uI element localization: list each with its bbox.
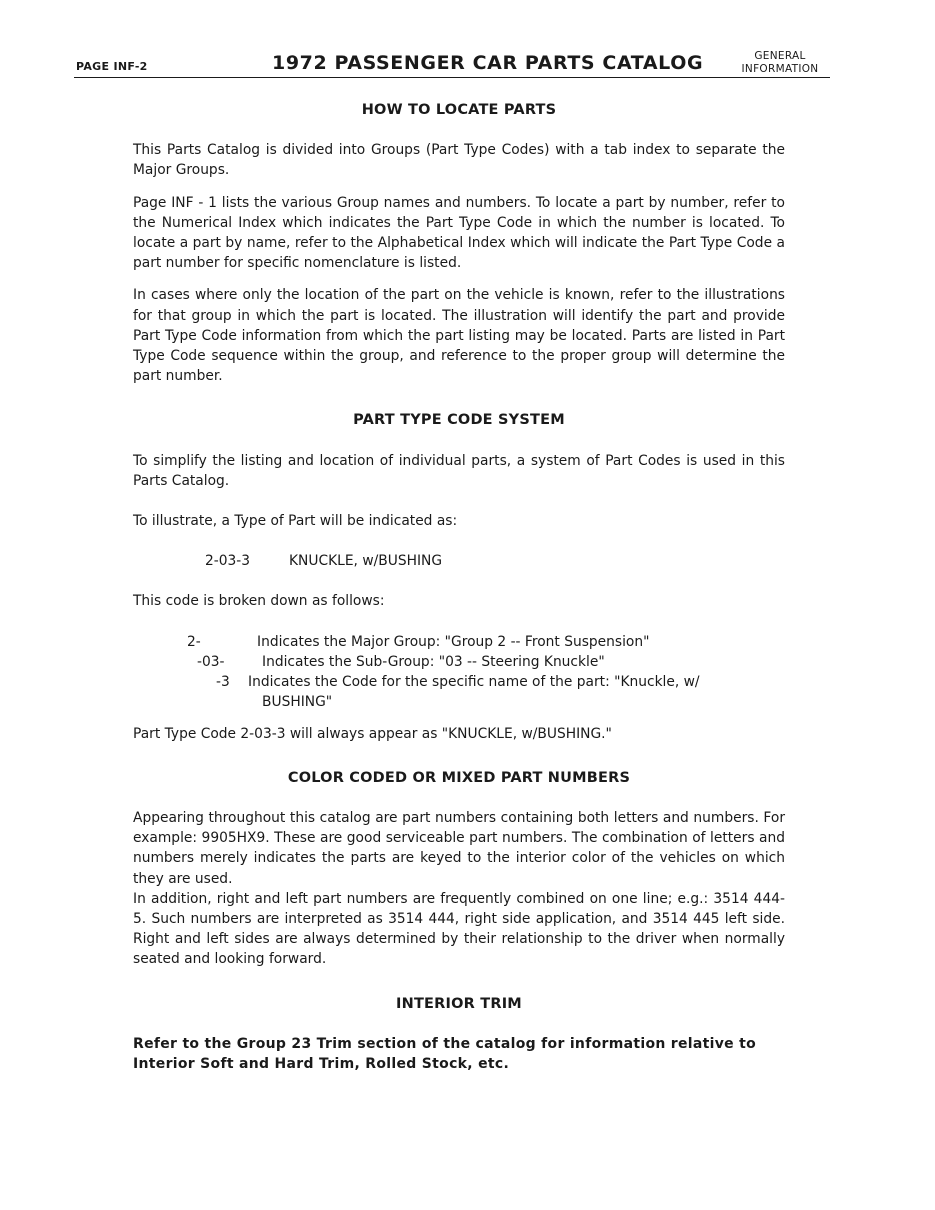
breakdown-text: Indicates the Major Group: "Group 2 -- Front Suspension" (257, 633, 650, 650)
paragraph: Appearing throughout this catalog are part numbers containing both letters and numbers. For example: 9905HX9. These are good serviceable part numbers. The combination of letters and numbers merely indicates the parts are keyed to the interior color of the vehicles on which they are used. (133, 810, 785, 887)
paragraph: To illustrate, a Type of Part will be indicated as: (133, 513, 458, 530)
page-number: PAGE INF-2 (76, 60, 148, 73)
breakdown-code: 2- (187, 633, 201, 650)
code-breakdown (133, 632, 785, 714)
section-label (730, 50, 830, 76)
breakdown-text: Indicates the Sub-Group: "03 -- Steering Knuckle" (262, 653, 605, 670)
paragraph-trim-note: Refer to the Group 23 Trim section of the catalog for information relative to Interior Soft and Hard Trim, Rolled Stock, etc. (133, 1035, 757, 1073)
breakdown-text-continued: BUSHING" (262, 693, 333, 710)
paragraph: In cases where only the location of the part on the vehicle is known, refer to the illustrations for that group in which the part is located. The illustration will identify the part and provide Part Type Code information from which the part listing may be located. Parts are listed in Part Type Code sequence within the group, and reference to the proper group will determine the part number. (133, 287, 785, 385)
paragraph: This Parts Catalog is divided into Groups (Part Type Codes) with a tab index to separate the Major Groups. (133, 142, 785, 179)
section-label-line1: GENERAL (754, 50, 806, 62)
paragraph: In addition, right and left part numbers are frequently combined on one line; e.g.: 3514 444-5. Such numbers are interpreted as 3514 444, right side application, and 3514 445 left side. Right and left sides are always determined by their relationship to the driver when normally seated and looking forward. (133, 890, 785, 968)
catalog-title: 1972 PASSENGER CAR PARTS CATALOG (272, 52, 704, 74)
breakdown-text: Indicates the Code for the specific name of the part: "Knuckle, w/ (248, 673, 700, 690)
breakdown-code: -3 (216, 673, 230, 690)
example-code: 2-03-3 (205, 553, 251, 570)
heading-color-coded: COLOR CODED OR MIXED PART NUMBERS (287, 769, 631, 786)
section-label-line2: INFORMATION (741, 63, 819, 75)
heading-interior-trim: INTERIOR TRIM (396, 995, 522, 1012)
heading-how-to-locate: HOW TO LOCATE PARTS (361, 102, 557, 118)
paragraph: This code is broken down as follows: (133, 593, 385, 610)
paragraph: Page INF - 1 lists the various Group names and numbers. To locate a part by number, refer to the Numerical Index which indicates the Part Type Code in which the number is located. To locate a part by name, refer to the Alphabetical Index which will indicate the Part Type Code a part number for specific nomenclature is listed. (133, 194, 785, 272)
example-name: KNUCKLE, w/BUSHING (289, 553, 443, 570)
paragraph: Part Type Code 2-03-3 will always appear as "KNUCKLE, w/BUSHING." (133, 725, 612, 742)
page-header (0, 0, 935, 90)
paragraph: To simplify the listing and location of individual parts, a system of Part Codes is used in this Parts Catalog. (133, 452, 785, 489)
breakdown-code: -03- (197, 653, 225, 670)
heading-part-type-code: PART TYPE CODE SYSTEM (353, 412, 565, 429)
page-body (133, 100, 785, 1075)
code-example (133, 551, 785, 571)
header-rule (74, 77, 830, 78)
